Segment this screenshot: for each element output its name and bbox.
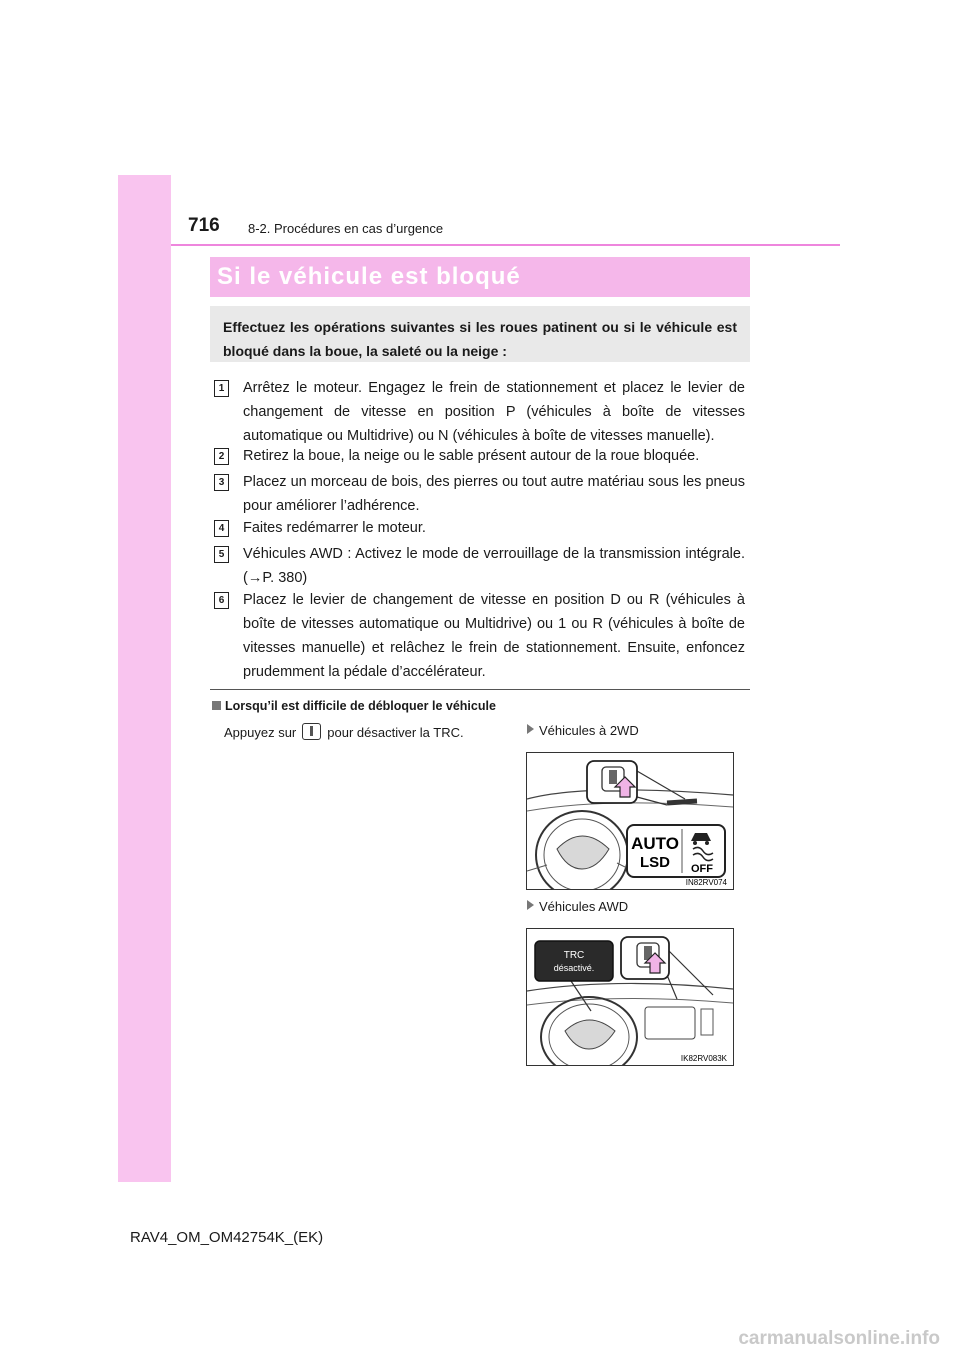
step-number: 6 (214, 592, 229, 609)
lsd-label: LSD (640, 854, 670, 871)
intro-text: Effectuez les opérations suivantes si les roues patinent ou si le véhicule est bloqué dans la boue, la saleté ou la neige : (223, 319, 737, 359)
variant-label-text: Véhicules à 2WD (539, 723, 639, 738)
sidebar-tab (118, 175, 171, 1182)
step-number: 2 (214, 448, 229, 465)
press-before-text: Appuyez sur (224, 725, 297, 740)
step-text: Placez le levier de changement de vitesse en position D ou R (véhicules à boîte de vitesses automatique ou Multidrive) ou 1 ou R (véhicules à boîte de vitesses manuelle) et relâchez le frein de stationnement. Ensuite, enfoncez prudemment la pédale d’accélérateur. (243, 592, 745, 680)
step-text: Placez un morceau de bois, des pierres ou tout autre matériau sous les pneus pour améliorer l’adhérence. (243, 474, 745, 514)
variant-label-text: Véhicules AWD (539, 899, 629, 914)
square-bullet-icon (212, 701, 221, 710)
footer-code: RAV4_OM_OM42754K_(EK) (130, 1229, 324, 1246)
step-text: Faites redémarrer le moteur. (243, 520, 426, 536)
intro-box (210, 306, 750, 362)
figure-awd (526, 928, 734, 1066)
page-number: 716 (188, 215, 220, 236)
step-number: 1 (214, 380, 229, 397)
header-rule (171, 244, 840, 246)
auto-label: AUTO (631, 834, 679, 853)
press-after-text: pour désactiver la TRC. (327, 725, 464, 740)
press-instruction (224, 723, 464, 740)
section-title: 8-2. Procédures en cas d’urgence (248, 221, 444, 236)
step-text: Véhicules AWD : Activez le mode de verrouillage de la transmission intégrale. (→P. 380) (243, 546, 745, 586)
off-label: OFF (691, 863, 713, 875)
figure-code: IK82RV083K (680, 1054, 727, 1063)
triangle-bullet-icon (527, 724, 534, 734)
watermark: carmanualsonline.info (738, 1328, 940, 1349)
step-number: 5 (214, 546, 229, 563)
dashboard-awd-illustration (527, 929, 733, 1065)
figure-code: IN82RV074 (685, 878, 727, 887)
title-bar (210, 257, 750, 297)
step-text: Arrêtez le moteur. Engagez le frein de stationnement et placez le levier de changement de vitesse en position P (véhicules à boîte de vitesses automatique ou Multidrive) ou N (véhicules à boîte de vitesses manuelle). (243, 380, 745, 444)
step-number: 4 (214, 520, 229, 537)
subsection-rule (210, 689, 750, 690)
subsection-heading (212, 699, 496, 713)
figure-2wd (526, 752, 734, 890)
dashboard-2wd-illustration (527, 753, 733, 889)
triangle-bullet-icon (527, 900, 534, 910)
step-text: Retirez la boue, la neige ou le sable présent autour de la roue bloquée. (243, 448, 700, 464)
trc-off-button-icon (302, 723, 321, 740)
trc-screen-line1: TRC (563, 950, 585, 961)
variant-label-2wd (527, 723, 639, 738)
page-title: Si le véhicule est bloqué (217, 263, 521, 290)
step-number: 3 (214, 474, 229, 491)
variant-label-awd (527, 899, 628, 914)
trc-screen-line2: désactivé. (553, 963, 595, 973)
subsection-heading-text: Lorsqu’il est difficile de débloquer le véhicule (225, 699, 496, 713)
